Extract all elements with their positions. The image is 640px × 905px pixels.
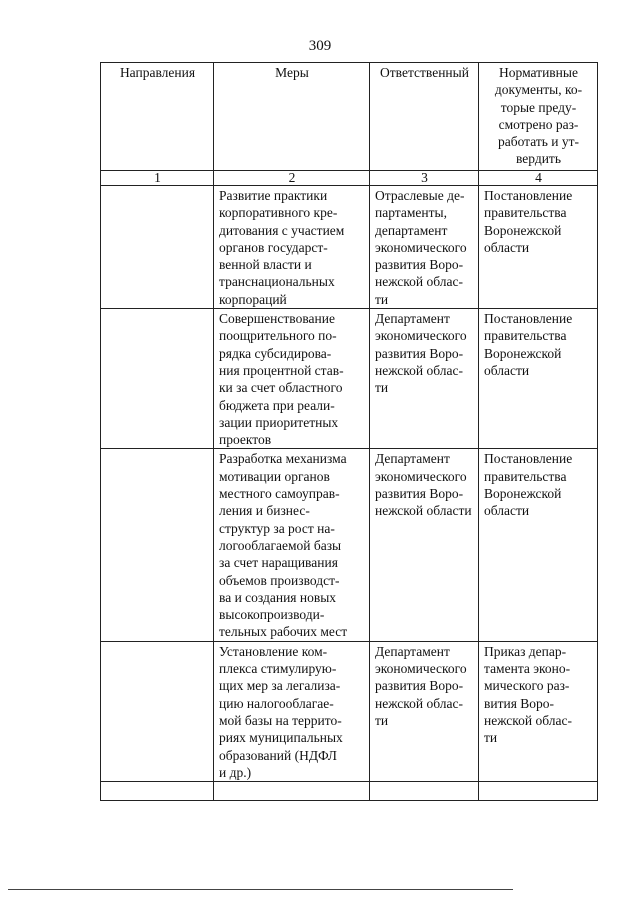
- header-directions: Направления: [101, 63, 214, 171]
- table-header-row: [101, 63, 598, 171]
- table-row: [101, 309, 598, 449]
- scan-edge-line: [8, 889, 513, 890]
- table-row: [101, 449, 598, 641]
- measure-cell: Установление ком- плекса стимулирую- щих мер за легализа- цию налогооблагае- мой базы на террито- риях муниципальных образований (НДФЛ и др.): [214, 641, 370, 781]
- header-normative-documents: Нормативные документы, ко- торые преду- смотрено раз- работать и ут- вердить: [479, 63, 598, 171]
- measure-cell: [214, 782, 370, 801]
- direction-cell: [101, 641, 214, 781]
- direction-cell: [101, 186, 214, 309]
- responsible-cell: Департамент экономического развития Воро- нежской облас- ти: [370, 641, 479, 781]
- documents-cell: Постановление правительства Воронежской области: [479, 186, 598, 309]
- table-row: [101, 641, 598, 781]
- responsible-cell: Департамент экономического развития Воро- нежской области: [370, 449, 479, 641]
- table-row: [101, 186, 598, 309]
- responsible-cell: [370, 782, 479, 801]
- direction-cell: [101, 309, 214, 449]
- column-number: 4: [479, 171, 598, 186]
- direction-cell: [101, 449, 214, 641]
- measure-cell: Разработка механизма мотивации органов местного самоупрaв- ления и бизнес- структур за рост на- логооблагаемой базы за счет наращивания объемов производст- ва и создания новых высокопроизводи- тельных рабочих мест: [214, 449, 370, 641]
- direction-cell: [101, 782, 214, 801]
- documents-cell: Приказ депар- тамента эконо- мического раз- вития Воро- нежской облас- ти: [479, 641, 598, 781]
- column-number: 1: [101, 171, 214, 186]
- measure-cell: Совершенствование поощрительного по- рядка субсидирова- ния процентной став- ки за счет областного бюджета при реали- зации приоритетных проектов: [214, 309, 370, 449]
- table-row: [101, 782, 598, 801]
- responsible-cell: Департамент экономического развития Воро- нежской облас- ти: [370, 309, 479, 449]
- column-number-row: [101, 171, 598, 186]
- responsible-cell: Отраслевые де- партаменты, департамент экономического развития Воро- нежской облас- ти: [370, 186, 479, 309]
- header-responsible: Ответственный: [370, 63, 479, 171]
- documents-cell: [479, 782, 598, 801]
- measures-table: [100, 62, 598, 801]
- documents-cell: Постановление правительства Воронежской области: [479, 309, 598, 449]
- page-number: 309: [308, 38, 332, 54]
- measure-cell: Развитие практики корпоративного кре- дитования с участием органов государст- венной власти и транснациональных корпораций: [214, 186, 370, 309]
- header-measures: Меры: [214, 63, 370, 171]
- documents-cell: Постановление правительства Воронежской области: [479, 449, 598, 641]
- column-number: 3: [370, 171, 479, 186]
- column-number: 2: [214, 171, 370, 186]
